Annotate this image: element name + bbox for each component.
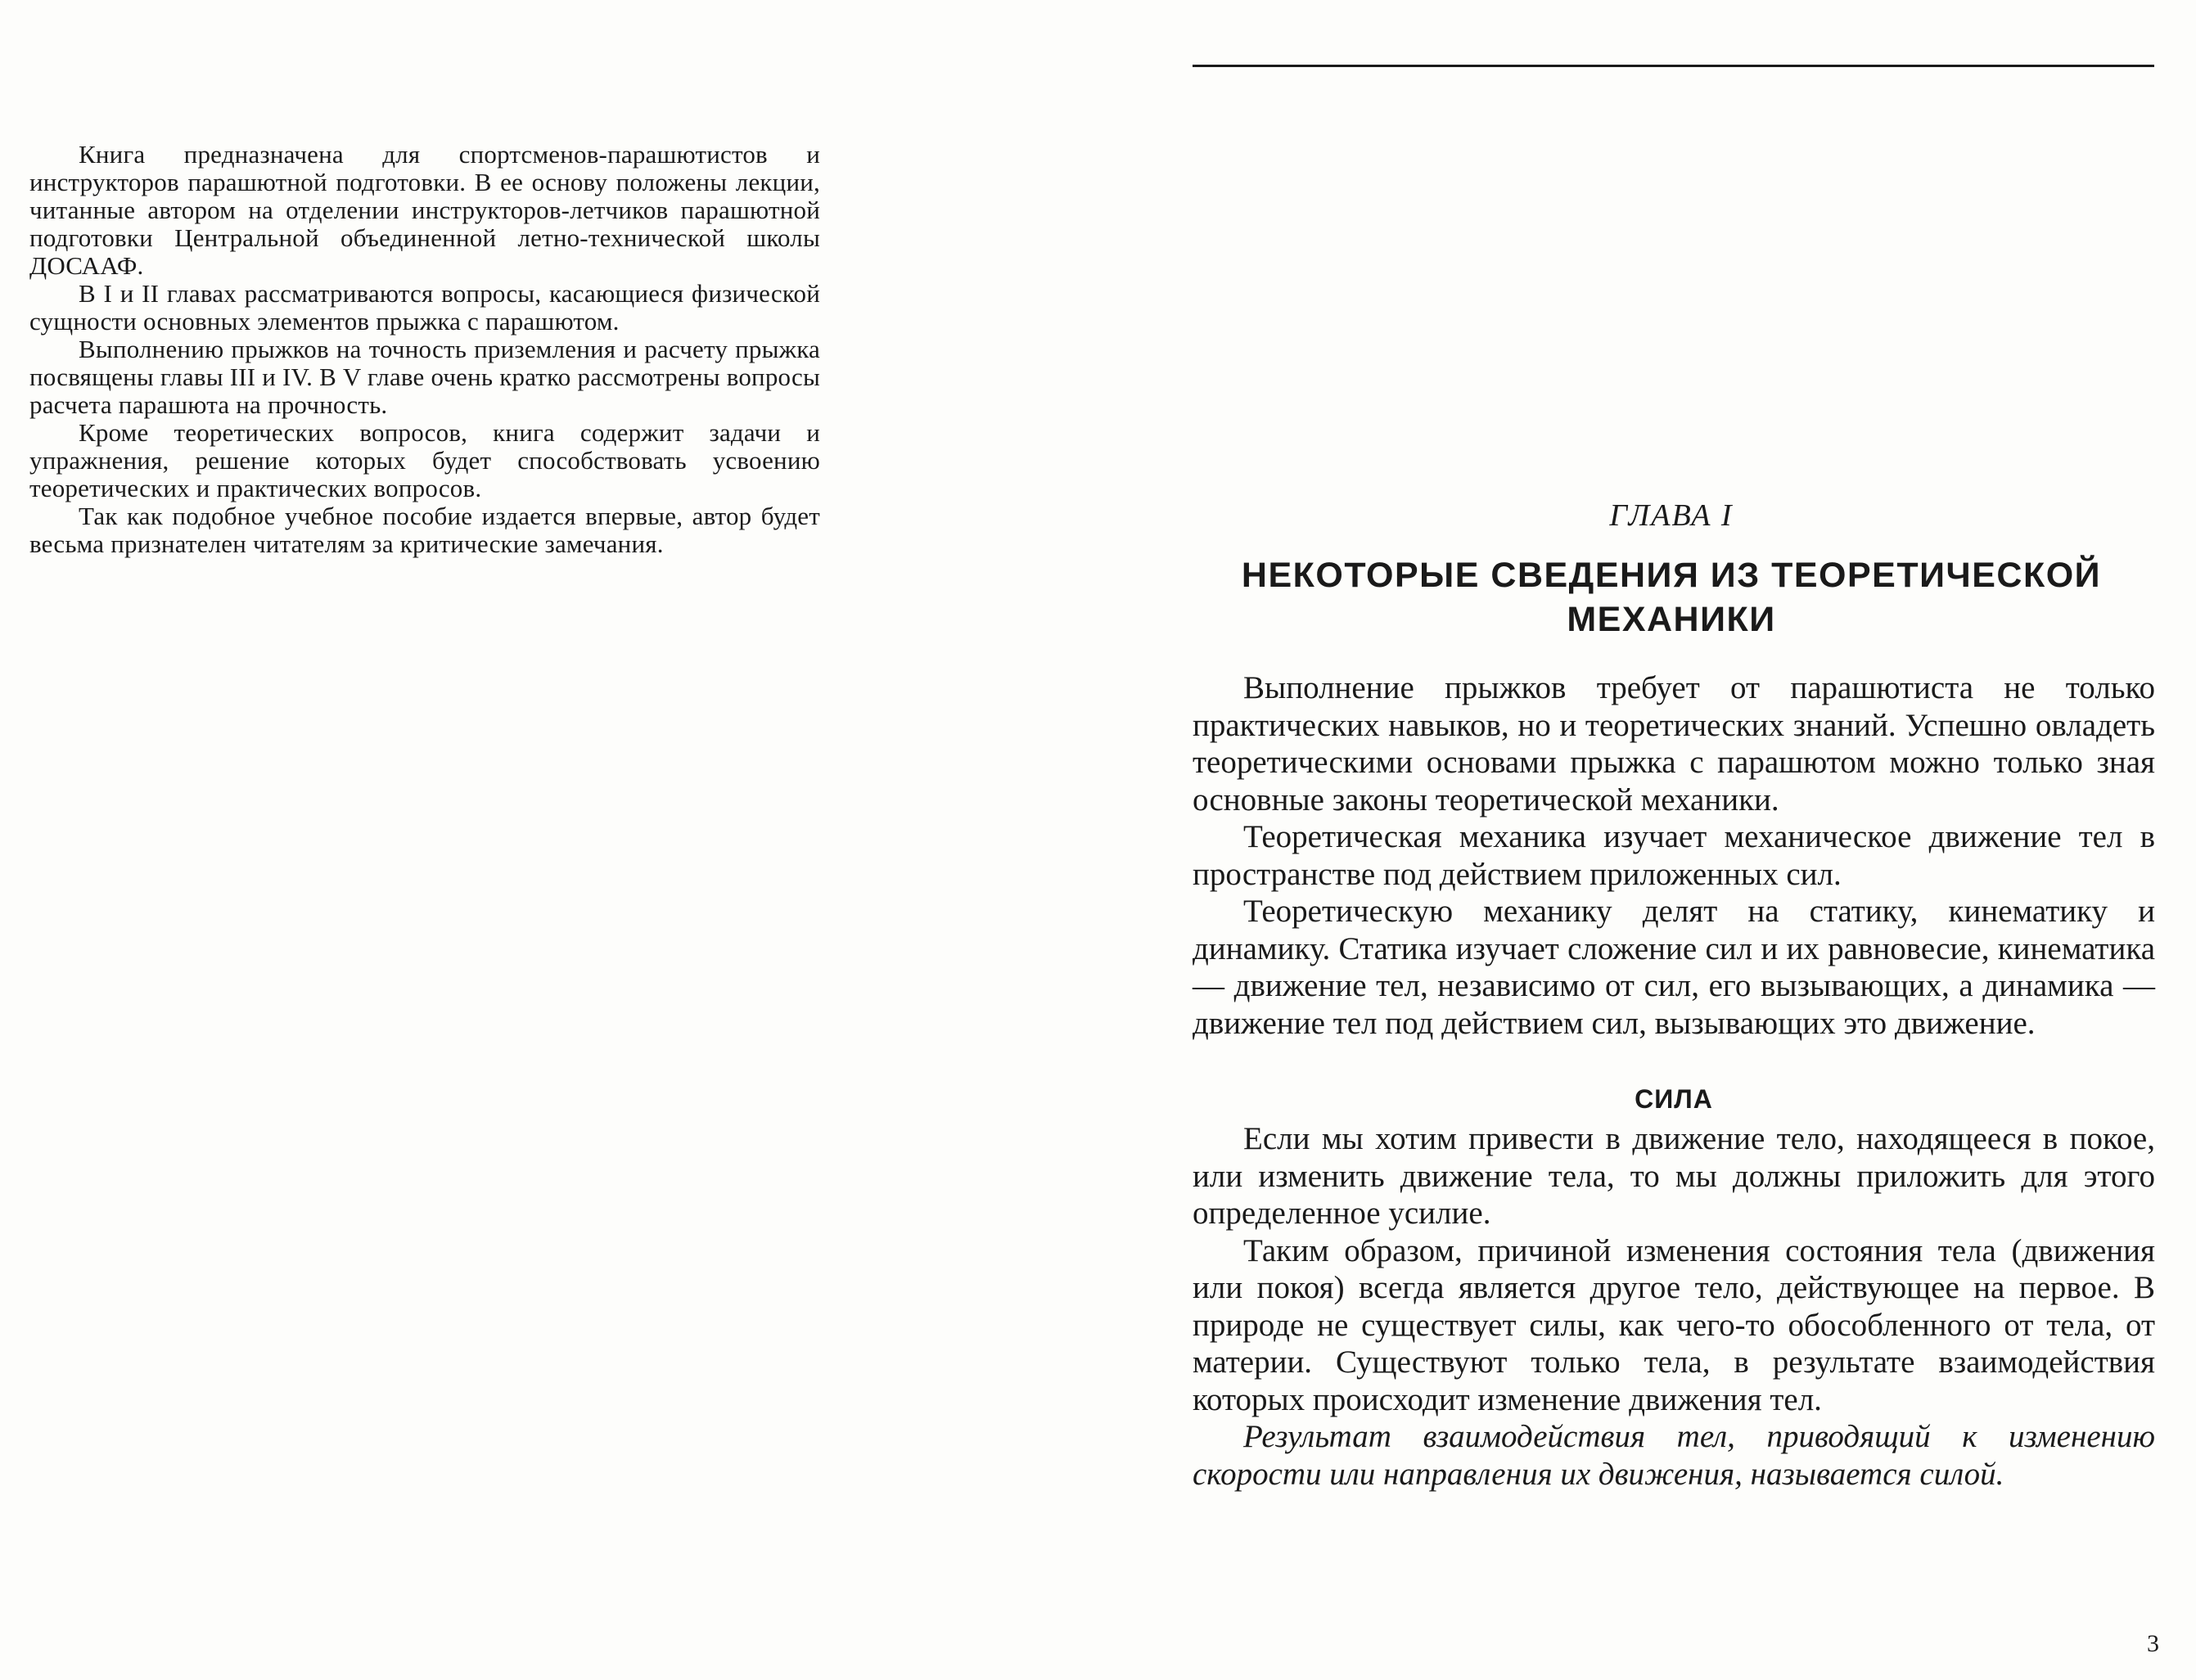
top-rule-divider <box>1193 65 2154 67</box>
chapter-body <box>1193 669 2155 1493</box>
right-page <box>1098 0 2196 1680</box>
definition-paragraph: Результат взаимодействия тел, приводящий к изменению скорости или направления их движения, называется силой. <box>1193 1419 2155 1492</box>
body-paragraph: Теоретическую механику делят на статику, кинематику и динамику. Статика изучает сложение сил и их равновесие, кинематика — движение тел, независимо от сил, его вызывающих, а динамика — движение тел под действием сил, вызывающих это движение. <box>1193 894 2155 1041</box>
body-paragraph: Если мы хотим привести в движение тело, находящееся в покое, или изменить движение тела, то мы должны приложить для этого определенное усилие. <box>1193 1121 2155 1231</box>
chapter-title-line: НЕКОТОРЫЕ СВЕДЕНИЯ ИЗ ТЕОРЕТИЧЕСКОЙ <box>1241 556 2102 595</box>
annotation-paragraph: В I и II главах рассматриваются вопросы, касающиеся физической сущности основных элементов прыжка с парашютом. <box>29 279 820 336</box>
page-number: 3 <box>2147 1630 2159 1657</box>
body-paragraph: Теоретическая механика изучает механическое движение тел в пространстве под действием приложенных сил. <box>1193 819 2155 892</box>
body-paragraph: Таким образом, причиной изменения состояния тела (движения или покоя) всегда является другое тело, действующее на первое. В природе не существует силы, как чего-то обособленного от тела, от материи. Существуют только тела, в результате взаимодействия которых происходит изменение движения тел. <box>1193 1232 2155 1417</box>
body-paragraph: Выполнение прыжков требует от парашютиста не только практических навыков, но и теоретических знаний. Успешно овладеть теоретическими основами прыжка с парашютом можно только зная основные законы теоретической механики. <box>1193 670 2155 817</box>
section-heading: СИЛА <box>1635 1084 1713 1114</box>
book-annotation <box>29 141 820 558</box>
annotation-paragraph: Книга предназначена для спортсменов-парашютистов и инструкторов парашютной подготовки. В ее основу положены лекции, читанные автором на отделении инструкторов-летчиков парашютной подготовки Центральной объединенной летно-технической школы ДОСААФ. <box>29 140 820 280</box>
annotation-paragraph: Так как подобное учебное пособие издается впервые, автор будет весьма признателен читателям за критические замечания. <box>29 502 820 558</box>
annotation-paragraph: Выполнению прыжков на точность приземления и расчету прыжка посвящены главы III и IV. В V главе очень кратко рассмотрены вопросы расчета парашюта на прочность. <box>29 335 820 419</box>
annotation-paragraph: Кроме теоретических вопросов, книга содержит задачи и упражнения, решение которых будет способствовать усвоению теоретических и практических вопросов. <box>29 418 820 502</box>
chapter-title <box>1184 553 2158 642</box>
chapter-title-line: МЕХАНИКИ <box>1567 600 1776 639</box>
chapter-label: ГЛАВА I <box>1609 498 1734 533</box>
